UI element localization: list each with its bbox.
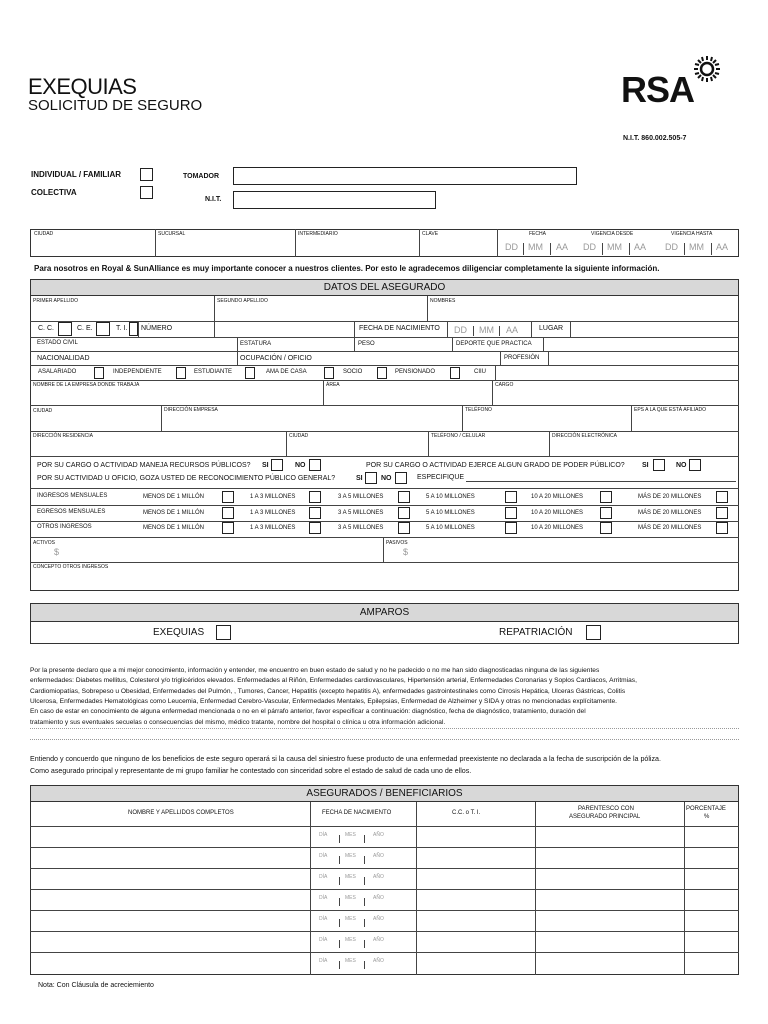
- exequias-checkbox[interactable]: [216, 625, 231, 640]
- date-separator: [364, 919, 365, 927]
- col-porcentaje-1: PORCENTAJE: [686, 806, 726, 812]
- dir-empresa-label: DIRECCIÓN EMPRESA: [164, 407, 218, 413]
- income-range-checkbox[interactable]: [309, 522, 321, 534]
- q2-si-label: SI: [642, 462, 649, 469]
- declaration-line: Como asegurado principal y representante de mi grupo familiar he contestado con sinceridad sobre el estado de salud de cada uno de ellos.: [30, 767, 472, 775]
- fecha-dd[interactable]: DD: [505, 242, 518, 252]
- income-row-label: EGRESOS MENSUALES: [37, 509, 106, 515]
- q2-si-checkbox[interactable]: [653, 459, 665, 471]
- exequias-label: EXEQUIAS: [153, 627, 205, 638]
- company-nit: N.I.T. 860.002.505-7: [623, 135, 687, 142]
- ce-label: C. E.: [77, 325, 93, 332]
- dia-label: DÍA: [319, 937, 328, 943]
- date-separator: [364, 877, 365, 885]
- dia-label: DÍA: [319, 916, 328, 922]
- income-range-checkbox[interactable]: [600, 522, 612, 534]
- q2-no-label: NO: [676, 462, 687, 469]
- income-range-checkbox[interactable]: [716, 522, 728, 534]
- income-row-label: OTROS INGRESOS: [37, 524, 92, 530]
- income-range-label: 1 A 3 MILLONES: [250, 494, 296, 500]
- date-separator: [339, 835, 340, 843]
- area-label: ÁREA: [326, 382, 340, 388]
- table-row[interactable]: [30, 910, 739, 911]
- income-range-label: 1 A 3 MILLONES: [250, 510, 296, 516]
- income-range-label: 10 A 20 MILLONES: [531, 510, 584, 516]
- ama-label: AMA DE CASA: [266, 369, 307, 375]
- income-range-label: 3 A 5 MILLONES: [338, 510, 384, 516]
- q1-no-checkbox[interactable]: [309, 459, 321, 471]
- income-row-label: INGRESOS MENSUALES: [37, 493, 108, 499]
- q-recursos-publicos: POR SU CARGO O ACTIVIDAD MANEJA RECURSOS PÚBLICOS?: [37, 462, 251, 469]
- ciiu-label: CIIU: [474, 369, 486, 375]
- income-range-checkbox[interactable]: [222, 491, 234, 503]
- col-cc: C.C. o T. I.: [452, 810, 481, 816]
- ce-checkbox[interactable]: [96, 322, 110, 336]
- amparos-header: AMPAROS: [30, 603, 739, 622]
- repatriacion-label: REPATRIACIÓN: [499, 627, 573, 638]
- declaration-line: En caso de estar en conocimiento de alguna enfermedad mencionada o no en el párrafo anterior, favor especificar a continuación: diagnóstico, fecha de diagnóstico, tratamiento, duración del: [30, 708, 586, 716]
- income-range-checkbox[interactable]: [398, 522, 410, 534]
- hasta-mm[interactable]: MM: [689, 242, 704, 252]
- profesion-label: PROFESIÓN: [504, 355, 540, 361]
- date-separator: [339, 898, 340, 906]
- ano-label: AÑO: [373, 895, 384, 901]
- col-porcentaje-2: %: [704, 814, 710, 820]
- numero-label: NÚMERO: [141, 325, 173, 332]
- hasta-dd[interactable]: DD: [665, 242, 678, 252]
- date-separator: [339, 856, 340, 864]
- nac-aa[interactable]: AA: [506, 325, 519, 335]
- tomador-label: TOMADOR: [183, 173, 220, 180]
- income-range-label: 5 A 10 MILLONES: [426, 525, 475, 531]
- empresa-label: NOMBRE DE LA EMPRESA DONDE TRABAJA: [33, 382, 140, 388]
- dia-label: DÍA: [319, 874, 328, 880]
- declaration-line: Por la presente declaro que a mi mejor conocimiento, información y entender, me encuentro en buen estado de salud y no he padecido o no me han sido diagnosticadas ninguna de las siguientes: [30, 667, 600, 674]
- fecha-mm[interactable]: MM: [528, 242, 543, 252]
- office-vig-desde-label: VIGENCIA DESDE: [591, 231, 634, 237]
- q3-si-label: SI: [356, 475, 363, 482]
- peso-label: PESO: [358, 341, 375, 347]
- colectiva-checkbox[interactable]: [140, 186, 153, 199]
- date-separator: [364, 961, 365, 969]
- mes-label: MES: [345, 958, 356, 964]
- mes-label: MES: [345, 832, 356, 838]
- q2-no-checkbox[interactable]: [689, 459, 701, 471]
- mes-label: MES: [345, 916, 356, 922]
- q1-no-label: NO: [295, 462, 306, 469]
- estado-civil-label: ESTADO CIVIL: [37, 340, 78, 346]
- estudiante-label: ESTUDIANTE: [194, 369, 233, 375]
- col-nombre: NOMBRE Y APELLIDOS COMPLETOS: [128, 810, 234, 816]
- tomador-field[interactable]: [233, 167, 577, 185]
- income-range-label: MENOS DE 1 MILLÓN: [143, 510, 205, 516]
- mes-label: MES: [345, 937, 356, 943]
- ti-checkbox[interactable]: [129, 322, 138, 336]
- ti-label: T. I.: [116, 325, 128, 332]
- office-intermediario-label: INTERMEDIARIO: [298, 231, 338, 237]
- ciudad-residencia-label: CIUDAD: [289, 433, 309, 439]
- income-range-label: MENOS DE 1 MILLÓN: [143, 494, 205, 500]
- ama-checkbox[interactable]: [324, 367, 334, 379]
- declaration-line: tratamiento y sus eventuales secuelas o consecuencias del mismo, médico tratante, nombre del hospital o clínica u otra información adicional.: [30, 718, 446, 726]
- pasivos-label: PASIVOS: [386, 540, 408, 546]
- q3-no-label: NO: [381, 475, 392, 482]
- eps-label: EPS A LA QUE ESTÁ AFILIADO: [634, 407, 706, 413]
- income-range-label: MÁS DE 20 MILLONES: [638, 494, 702, 500]
- desde-aa[interactable]: AA: [634, 242, 647, 252]
- mes-label: MES: [345, 874, 356, 880]
- ocupacion-label: OCUPACIÓN / OFICIO: [240, 355, 312, 362]
- income-range-label: 5 A 10 MILLONES: [426, 494, 475, 500]
- socio-checkbox[interactable]: [377, 367, 387, 379]
- table-row[interactable]: [30, 847, 739, 848]
- nacionalidad-label: NACIONALIDAD: [37, 355, 90, 362]
- independiente-label: INDEPENDIENTE: [113, 369, 162, 375]
- declaration-line: Entiendo y concuerdo que ninguno de los beneficios de este seguro operará si la causa del siniestro fuese producto de una enfermedad preexistente no declarada a la fecha de suscripción de la póliza.: [30, 755, 661, 763]
- datos-header: DATOS DEL ASEGURADO: [30, 279, 739, 296]
- dia-label: DÍA: [319, 895, 328, 901]
- dia-label: DÍA: [319, 832, 328, 838]
- date-separator: [339, 877, 340, 885]
- income-range-label: 10 A 20 MILLONES: [531, 525, 584, 531]
- form-title: EXEQUIAS: [28, 74, 137, 99]
- mes-label: MES: [345, 853, 356, 859]
- office-ciudad-label: CIUDAD: [34, 231, 54, 237]
- ano-label: AÑO: [373, 937, 384, 943]
- declaration-line: enfermedades: Diabetes mellitus, Colesterol y/o triglicéridos elevados. Enfermedades al Riñón, Enfermedades cardiovasculares, Hipertensión arterial, Enfermedades Coronarias y Soplos Cardiacos, Arritmias,: [30, 677, 637, 685]
- activos-dollar: $: [54, 547, 60, 557]
- income-range-checkbox[interactable]: [505, 491, 517, 503]
- especifique-line[interactable]: [466, 481, 736, 482]
- table-row[interactable]: [30, 931, 739, 932]
- income-range-label: 3 A 5 MILLONES: [338, 494, 384, 500]
- ano-label: AÑO: [373, 832, 384, 838]
- desde-dd[interactable]: DD: [583, 242, 596, 252]
- income-range-checkbox[interactable]: [716, 491, 728, 503]
- pensionado-checkbox[interactable]: [450, 367, 460, 379]
- date-separator: [364, 898, 365, 906]
- income-range-checkbox[interactable]: [600, 507, 612, 519]
- individual-label: INDIVIDUAL / FAMILIAR: [31, 170, 122, 179]
- q3-si-checkbox[interactable]: [365, 472, 377, 484]
- q1-si-label: SI: [262, 462, 269, 469]
- nit-field[interactable]: [233, 191, 436, 209]
- telefono-label: TELÉFONO: [465, 407, 492, 413]
- dir-residencia-label: DIRECCIÓN RESIDENCIA: [33, 433, 94, 439]
- cargo-label: CARGO: [495, 382, 514, 388]
- desde-mm[interactable]: MM: [607, 242, 622, 252]
- estudiante-checkbox[interactable]: [245, 367, 255, 379]
- ano-label: AÑO: [373, 916, 384, 922]
- declaration-line: Ulcerosa, Enfermedades Hematológicas como Leucemia, Enfermedad Cerebro-Vascular, Enfermedades Mentales, Epilepsias, Enfermedad de Alzheimer y SIDA y otras no mencionadas explícitamente.: [30, 697, 618, 705]
- asalariado-checkbox[interactable]: [94, 367, 104, 379]
- income-range-checkbox[interactable]: [398, 491, 410, 503]
- fecha-nacimiento-label: FECHA DE NACIMIENTO: [359, 325, 440, 332]
- income-range-label: MÁS DE 20 MILLONES: [638, 510, 702, 516]
- nota-text: Nota: Con Cláusula de acreciemiento: [38, 982, 154, 989]
- nac-dd[interactable]: DD: [454, 325, 467, 335]
- pasivos-dollar: $: [403, 547, 409, 557]
- income-range-label: 3 A 5 MILLONES: [338, 525, 384, 531]
- q-poder-publico: POR SU CARGO O ACTIVIDAD EJERCE ALGUN GRADO DE PODER PÚBLICO?: [366, 462, 625, 469]
- declaration-line: Cardiomiopatías, Sobrepeso u Obesidad, Enfermedades del Pulmón, , Tumores, Cancer, Hepatitis (excepto hepatitis A), enfermedades gastrointestinales como Cirrosis Hepática, Ulceras Gástricas, Colitis: [30, 687, 626, 695]
- income-range-label: MENOS DE 1 MILLÓN: [143, 525, 205, 531]
- socio-label: SOCIO: [343, 369, 363, 375]
- office-clave-label: CLAVE: [422, 231, 439, 237]
- q1-si-checkbox[interactable]: [271, 459, 283, 471]
- mes-label: MES: [345, 895, 356, 901]
- especifique-label: ESPECIFIQUE: [417, 474, 465, 481]
- cc-label: C. C.: [38, 325, 54, 332]
- pensionado-label: PENSIONADO: [395, 369, 436, 375]
- concepto-label: CONCEPTO OTROS INGRESOS: [33, 564, 109, 570]
- rsa-sun-icon: [692, 54, 722, 84]
- independiente-checkbox[interactable]: [176, 367, 186, 379]
- estatura-label: ESTATURA: [240, 341, 272, 347]
- segundo-apellido-label: SEGUNDO APELLIDO: [217, 298, 268, 304]
- cc-checkbox[interactable]: [58, 322, 72, 336]
- office-fecha-label: FECHA: [529, 231, 546, 237]
- dir-electronica-label: DIRECCIÓN ELECTRÓNICA: [552, 433, 618, 439]
- income-range-checkbox[interactable]: [600, 491, 612, 503]
- date-separator: [339, 961, 340, 969]
- table-row[interactable]: [30, 868, 739, 869]
- income-range-checkbox[interactable]: [222, 507, 234, 519]
- income-range-checkbox[interactable]: [398, 507, 410, 519]
- income-range-label: 5 A 10 MILLONES: [426, 510, 475, 516]
- nit-label: N.I.T.: [205, 196, 222, 203]
- colectiva-label: COLECTIVA: [31, 188, 77, 197]
- date-separator: [364, 940, 365, 948]
- income-range-checkbox[interactable]: [505, 522, 517, 534]
- table-row[interactable]: [30, 952, 739, 953]
- q-reconocimiento: POR SU ACTIVIDAD U OFICIO, GOZA USTED DE RECONOCIMIENTO PÚBLICO GENERAL?: [37, 475, 336, 482]
- office-vig-hasta-label: VIGENCIA HASTA: [671, 231, 713, 237]
- hasta-aa[interactable]: AA: [716, 242, 729, 252]
- income-range-label: MÁS DE 20 MILLONES: [638, 525, 702, 531]
- beneficiarios-header: ASEGURADOS / BENEFICIARIOS: [30, 785, 739, 802]
- primer-apellido-label: PRIMER APELLIDO: [33, 298, 79, 304]
- date-separator: [339, 919, 340, 927]
- date-separator: [364, 856, 365, 864]
- office-sucursal-label: SUCURSAL: [158, 231, 186, 237]
- col-parentesco-2: ASEGURADO PRINCIPAL: [569, 814, 641, 820]
- deporte-label: DEPORTE QUE PRACTICA: [456, 341, 532, 347]
- form-subtitle: SOLICITUD DE SEGURO: [28, 97, 203, 114]
- dia-label: DÍA: [319, 958, 328, 964]
- asalariado-label: ASALARIADO: [38, 369, 77, 375]
- income-range-checkbox[interactable]: [716, 507, 728, 519]
- col-parentesco-1: PARENTESCO CON: [578, 806, 634, 812]
- table-row[interactable]: [30, 826, 739, 827]
- tel-celular-label: TELÉFONO / CELULAR: [431, 433, 486, 439]
- ano-label: AÑO: [373, 874, 384, 880]
- dia-label: DÍA: [319, 853, 328, 859]
- ano-label: AÑO: [373, 958, 384, 964]
- date-separator: [364, 835, 365, 843]
- table-row[interactable]: [30, 889, 739, 890]
- income-range-checkbox[interactable]: [222, 522, 234, 534]
- nac-mm[interactable]: MM: [479, 325, 494, 335]
- income-range-checkbox[interactable]: [309, 507, 321, 519]
- income-range-checkbox[interactable]: [309, 491, 321, 503]
- activos-label: ACTIVOS: [33, 540, 55, 546]
- ano-label: AÑO: [373, 853, 384, 859]
- lugar-label: LUGAR: [539, 325, 564, 332]
- col-fecha: FECHA DE NACIMIENTO: [322, 810, 392, 816]
- rsa-logo: RSA: [621, 69, 695, 110]
- income-range-checkbox[interactable]: [505, 507, 517, 519]
- ciudad-empresa-label: CIUDAD: [33, 408, 53, 414]
- date-separator: [339, 940, 340, 948]
- intro-text: Para nosotros en Royal & SunAlliance es muy importante conocer a nuestros clientes. Por esto le agradecemos diligenciar completamente la siguiente información.: [34, 264, 660, 273]
- income-range-label: 10 A 20 MILLONES: [531, 494, 584, 500]
- repatriacion-checkbox[interactable]: [586, 625, 601, 640]
- fecha-aa[interactable]: AA: [556, 242, 569, 252]
- income-range-label: 1 A 3 MILLONES: [250, 525, 296, 531]
- nombres-label: NOMBRES: [430, 298, 456, 304]
- individual-checkbox[interactable]: [140, 168, 153, 181]
- q3-no-checkbox[interactable]: [395, 472, 407, 484]
